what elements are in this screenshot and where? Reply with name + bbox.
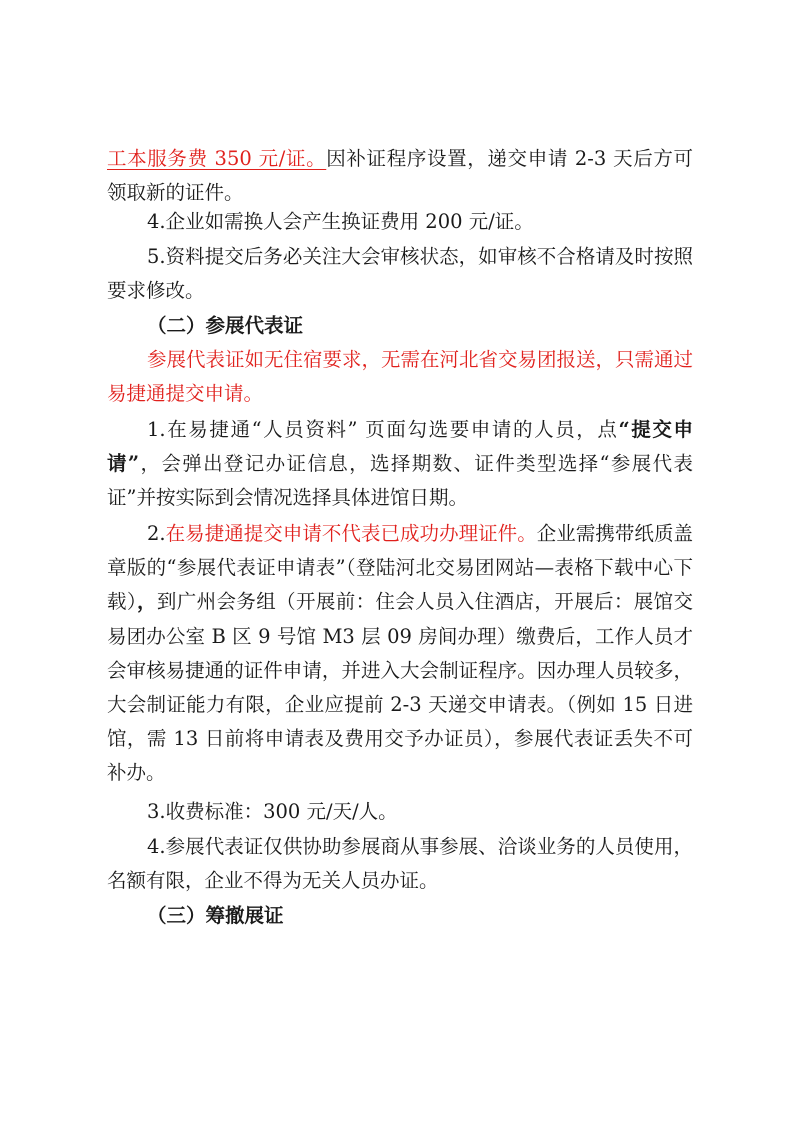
paragraph-item-1-apply	[107, 413, 693, 516]
paragraph-item-4-usage: 4.参展代表证仅供协助参展商从事参展、洽谈业务的人员使用，名额有限，企业不得为无关人员办证。	[107, 835, 693, 893]
apply-text-a: 1.在易捷通“人员资料” 页面勾选要申请的人员，点	[147, 418, 619, 441]
paragraph-item-4-replacement: 4.企业如需换人会产生换证费用 200 元/证。	[147, 210, 534, 233]
paragraph-replacement-fee	[107, 142, 693, 210]
paragraph-item-2-process	[107, 517, 693, 791]
process-text-c: 到广州会务组（开展前：住会人员入住酒店，开展后：展馆交易团办公室 B 区 9 号馆 M3 层 09 房间办理）缴费后，工作人员才会审核易捷通的证件申请，并进入大会制证程序。因办理人员较多，大会制证能力有限，企业应提前 2-3 天递交申请表。（例如 15 日进馆，需 13 日前将申请表及费用交予办证员），参展代表证丢失不可补办。	[107, 590, 693, 785]
apply-text-c: ，会弹出登记办证信息，选择期数、证件类型选择“参展代表证”并按实际到会情况选择具体进馆日期。	[107, 452, 693, 510]
section-heading-exhibitor-rep-pass: （二）参展代表证	[147, 314, 304, 337]
process-number: 2.	[147, 522, 166, 545]
process-text-b: 企业需携带纸质盖章版的“参展代表证申请表”（登陆河北交易团网站—表格下载中心下载）	[107, 522, 693, 614]
paragraph-item-3-fee: 3.收费标准：300 元/天/人。	[147, 800, 398, 823]
submit-application-bold: “提交申请”	[107, 418, 693, 476]
red-underlined-fee: 工本服务费 350 元/证。	[107, 147, 327, 170]
process-bold-comma: ，	[137, 590, 157, 614]
paragraph-red-notice: 参展代表证如无住宿要求，无需在河北省交易团报送，只需通过易捷通提交申请。	[107, 348, 694, 406]
paragraph-item-5-review: 5.资料提交后务必关注大会审核状态，如审核不合格请及时按照要求修改。	[107, 245, 693, 303]
fee-rest-text: 因补证程序设置，递交申请 2-3 天后方可领取新的证件。	[107, 147, 693, 205]
section-heading-setup-pass: （三）筹撤展证	[147, 904, 284, 927]
red-warning-text: 在易捷通提交申请不代表已成功办理证件。	[165, 522, 537, 545]
